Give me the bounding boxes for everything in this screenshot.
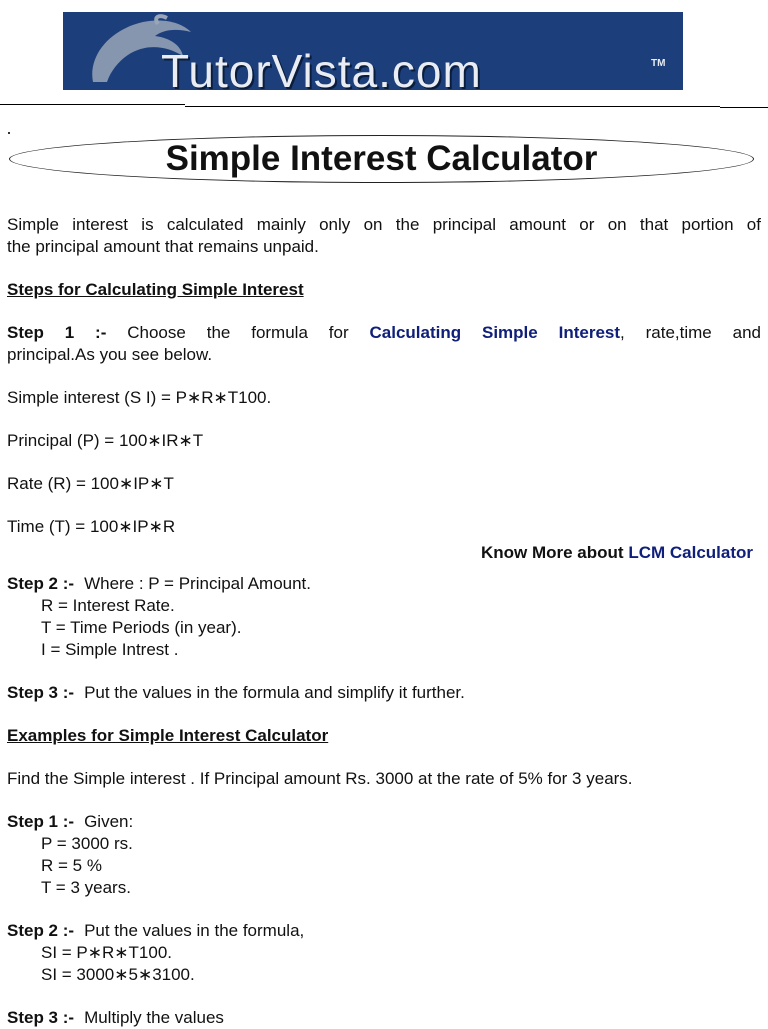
examples-heading: Examples for Simple Interest Calculator bbox=[7, 726, 329, 745]
step-label: Step 2 :- bbox=[7, 574, 75, 593]
formula-rate: Rate (R) = 100∗IP∗T bbox=[7, 474, 174, 493]
step-label: Step 1 :- bbox=[7, 323, 107, 342]
step-text: Multiply the values bbox=[84, 1008, 224, 1027]
step-text: Put the values in the formula, bbox=[84, 921, 305, 940]
example-formula: SI = P∗R∗T100. bbox=[41, 943, 173, 962]
example-given: P = 3000 rs. bbox=[41, 834, 133, 853]
example-step3-line bbox=[7, 1007, 761, 1029]
step2-line bbox=[7, 573, 761, 595]
example-given: T = 3 years. bbox=[41, 878, 131, 897]
steps-heading: Steps for Calculating Simple Interest bbox=[7, 280, 304, 299]
step2-detail: T = Time Periods (in year). bbox=[41, 618, 242, 637]
step-label: Step 2 :- bbox=[7, 921, 75, 940]
calculating-simple-interest-link[interactable]: Calculating Simple Interest bbox=[369, 323, 621, 342]
example-step2-line bbox=[7, 920, 761, 942]
article-body bbox=[7, 214, 761, 1029]
header-divider bbox=[0, 104, 185, 105]
know-more-line bbox=[7, 538, 761, 564]
step1-line bbox=[7, 322, 761, 344]
step-text: , rate,time and bbox=[620, 323, 761, 342]
formula-time: Time (T) = 100∗IP∗R bbox=[7, 517, 176, 536]
step2-detail: I = Simple Intrest . bbox=[41, 640, 179, 659]
example-step1-line bbox=[7, 811, 761, 833]
step-text: Choose the formula for bbox=[127, 323, 349, 342]
example-problem: Find the Simple interest . If Principal amount Rs. 3000 at the rate of 5% for 3 years. bbox=[7, 769, 633, 788]
step-label: Step 3 :- bbox=[7, 1008, 75, 1027]
know-more-text: Know More about bbox=[480, 543, 624, 562]
header-divider bbox=[720, 107, 768, 108]
formula-simple-interest: Simple interest (S I) = P∗R∗T100. bbox=[7, 388, 272, 407]
step-text: Given: bbox=[84, 812, 134, 831]
step3-line bbox=[7, 682, 761, 704]
step-text: Put the values in the formula and simplify it further. bbox=[84, 683, 465, 702]
lcm-calculator-link[interactable]: LCM Calculator bbox=[628, 543, 753, 562]
header-divider bbox=[185, 106, 720, 107]
step1-line2: principal.As you see below. bbox=[7, 345, 213, 364]
step2-detail: R = Interest Rate. bbox=[41, 596, 175, 615]
step-text: Where : P = Principal Amount. bbox=[84, 574, 311, 593]
example-given: R = 5 % bbox=[41, 856, 102, 875]
step-label: Step 1 :- bbox=[7, 812, 75, 831]
intro-line: the principal amount that remains unpaid. bbox=[7, 237, 319, 256]
trademark-mark: TM bbox=[651, 58, 666, 69]
tutorvista-logo-banner bbox=[63, 12, 683, 90]
page-title: Simple Interest Calculator bbox=[165, 139, 598, 178]
example-formula: SI = 3000∗5∗3100. bbox=[41, 965, 195, 984]
step-label: Step 3 :- bbox=[7, 683, 75, 702]
intro-line: Simple interest is calculated mainly only on the principal amount or on that portion of bbox=[7, 215, 761, 234]
decorative-dot bbox=[8, 132, 10, 134]
logo-text: TutorVista.com bbox=[161, 45, 482, 90]
formula-principal: Principal (P) = 100∗IR∗T bbox=[7, 431, 204, 450]
